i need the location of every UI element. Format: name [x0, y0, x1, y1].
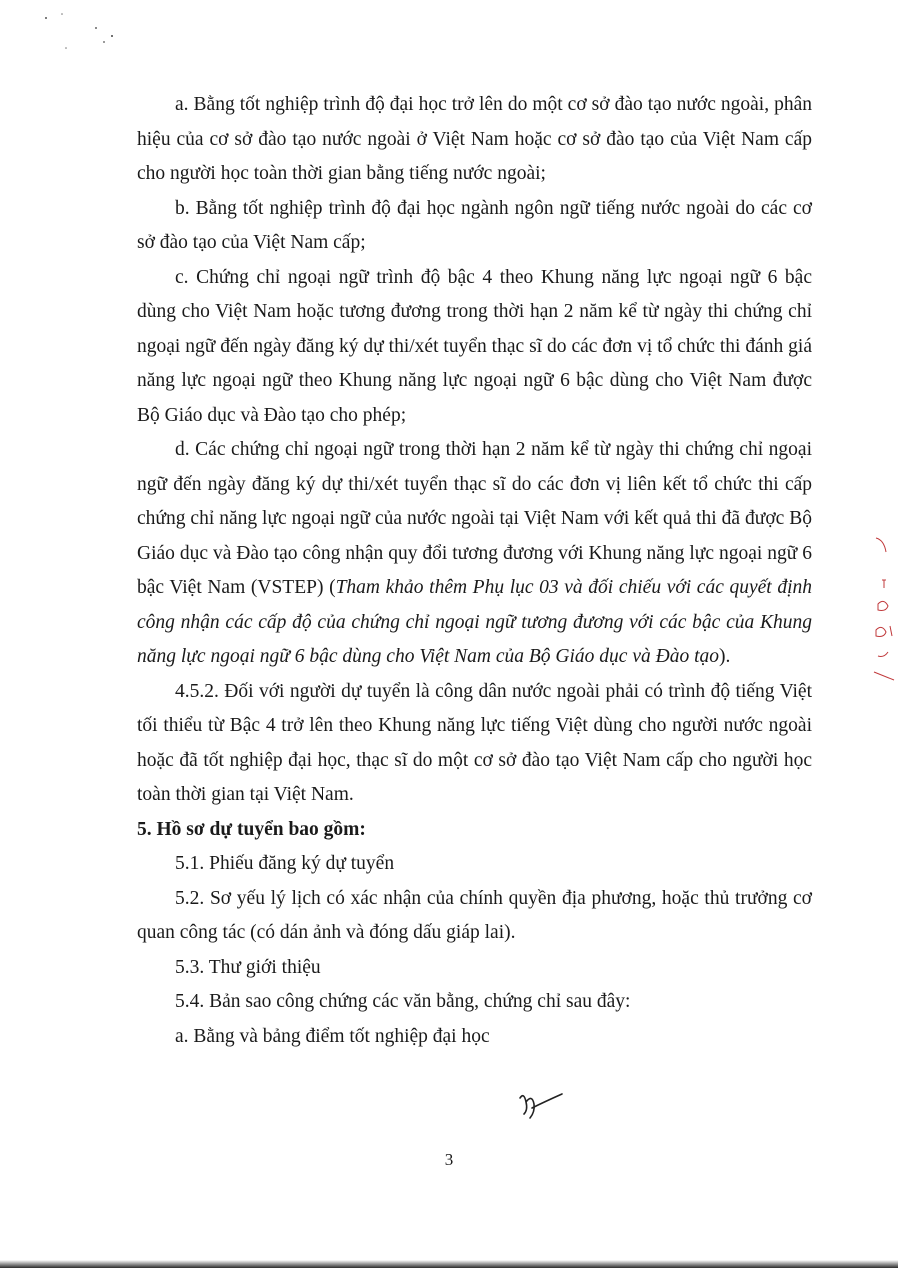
item-d-text: d. Các chứng chỉ ngoại ngữ trong thời hạn 2 năm kể từ ngày thi chứng chỉ ngoại ngữ đến ngày đăng ký dự thi/xét tuyển thạc sĩ do các đơn vị liên kết tổ chức thi cấp chứng chỉ năng lực ngoại ngữ của nước ngoài tại Việt Nam với kết quả thi đã được Bộ Giáo dục và Đào tạo công nhận quy đổi tương đương với Khung năng lực ngoại ngữ 6 bậc Việt Nam (VSTEP) ( — [137, 439, 812, 598]
section-5-item-1: 5.1. Phiếu đăng ký dự tuyển — [175, 853, 395, 874]
section-5-heading: 5. Hồ sơ dự tuyển bao gồm: — [137, 818, 366, 840]
paragraph-item-d — [137, 433, 812, 675]
document-body — [137, 88, 812, 1054]
scan-speckles — [40, 8, 120, 56]
page-number: 3 — [444, 1150, 454, 1169]
paragraph-clause-4-5-2: 4.5.2. Đối với người dự tuyển là công dân nước ngoài phải có trình độ tiếng Việt tối thiểu từ Bậc 4 trở lên theo Khung năng lực tiếng Việt dùng cho người nước ngoài hoặc đã tốt nghiệp đại học, thạc sĩ do một cơ sở đào tạo Việt Nam cấp cho người học toàn thời gian tại Việt Nam. — [137, 680, 812, 805]
section-5-item-3: 5.3. Thư giới thiệu — [175, 956, 321, 978]
paragraph-item-c: c. Chứng chỉ ngoại ngữ trình độ bậc 4 theo Khung năng lực ngoại ngữ 6 bậc dùng cho Việt Nam hoặc tương đương trong thời hạn 2 năm kể từ ngày thi chứng chỉ ngoại ngữ đến ngày đăng ký dự thi/xét tuyển thạc sĩ do các đơn vị tổ chức thi đánh giá năng lực ngoại ngữ theo Khung năng lực ngoại ngữ 6 bậc dùng cho Việt Nam được Bộ Giáo dục và Đào tạo cho phép; — [137, 266, 812, 426]
paragraph-item-b: b. Bằng tốt nghiệp trình độ đại học ngành ngôn ngữ tiếng nước ngoài do các cơ sở đào tạo của Việt Nam cấp; — [137, 197, 812, 253]
item-d-end: ). — [719, 646, 731, 667]
section-5-item-4: 5.4. Bản sao công chứng các văn bằng, chứng chỉ sau đây: — [175, 991, 631, 1012]
paragraph-item-a: a. Bằng tốt nghiệp trình độ đại học trở lên do một cơ sở đào tạo nước ngoài, phân hiệu của cơ sở đào tạo nước ngoài ở Việt Nam hoặc cơ sở đào tạo của Việt Nam cấp cho người học toàn thời gian bằng tiếng nước ngoài; — [137, 94, 812, 184]
section-5-item-4a: a. Bằng và bảng điểm tốt nghiệp đại học — [175, 1025, 490, 1047]
item-d-italic-note: Tham khảo thêm Phụ lục 03 và đối chiếu với các quyết định công nhận các cấp độ của chứng chỉ ngoại ngữ tương đương với các bậc của Khung năng lực ngoại ngữ 6 bậc dùng cho Việt Nam của Bộ Giáo dục và Đào tạo — [137, 577, 812, 667]
initial-signature — [514, 1088, 566, 1124]
scan-bottom-edge — [0, 1260, 898, 1268]
margin-stamp-fragment — [864, 530, 898, 690]
section-5-item-2: 5.2. Sơ yếu lý lịch có xác nhận của chính quyền địa phương, hoặc thủ trưởng cơ quan công tác (có dán ảnh và đóng dấu giáp lai). — [137, 887, 812, 943]
